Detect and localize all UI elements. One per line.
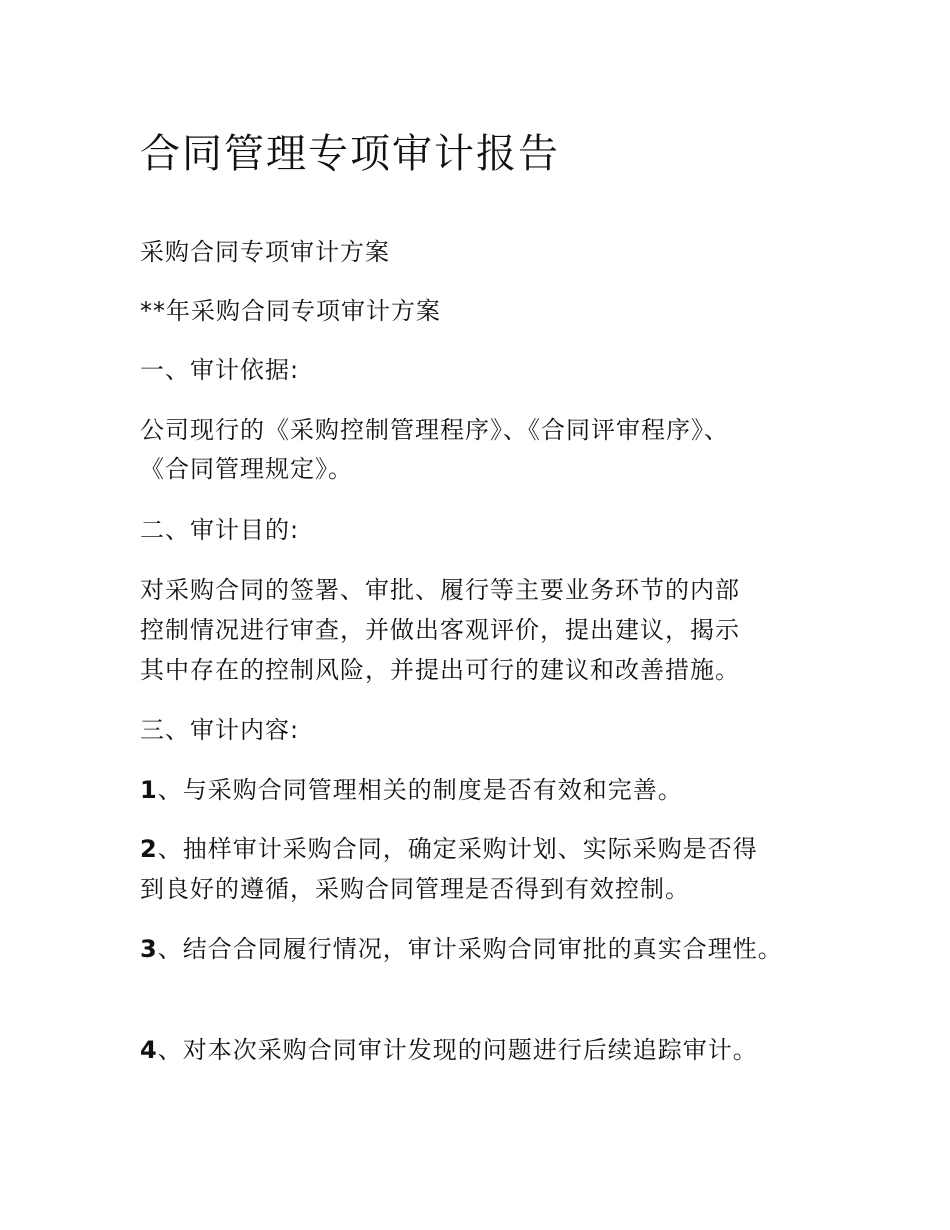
basis-heading: 一、审计依据: [140, 356, 300, 384]
content-item-4-text: 、对本次采购合同审计发现的问题进行后续追踪审计。 [157, 1036, 758, 1064]
document-title: 合同管理专项审计报告 [140, 131, 560, 177]
content-item-4 [140, 1030, 758, 1070]
content-item-2-continued: 到良好的遵循，采购合同管理是否得到有效控制。 [140, 875, 690, 903]
basis-text-line-1: 公司现行的《采购控制管理程序》、《合同评审程序》、 [140, 416, 729, 444]
purpose-text-line-1: 对采购合同的签署、审批、履行等主要业务环节的内部 [140, 576, 740, 604]
purpose-text-line-3: 其中存在的控制风险，并提出可行的建议和改善措施。 [140, 656, 740, 684]
basis-text-line-2: 《合同管理规定》。 [140, 455, 353, 483]
content-item-3-number: 3 [140, 935, 158, 963]
plan-title: **年采购合同专项审计方案 [140, 297, 441, 325]
content-item-2-number: 2 [140, 835, 158, 863]
content-item-3 [140, 929, 783, 969]
purpose-heading: 二、审计目的: [140, 516, 300, 544]
content-item-3-text: 、结合合同履行情况，审计采购合同审批的真实合理性。 [157, 935, 783, 963]
content-heading: 三、审计内容: [140, 716, 300, 744]
document-subtitle: 采购合同专项审计方案 [140, 238, 390, 266]
content-item-2 [140, 829, 758, 869]
purpose-text-line-2: 控制情况进行审查，并做出客观评价，提出建议，揭示 [140, 616, 740, 644]
content-item-1 [140, 770, 683, 810]
content-item-1-text: 、与采购合同管理相关的制度是否有效和完善。 [157, 776, 683, 804]
content-item-2-text: 、抽样审计采购合同，确定采购计划、实际采购是否得 [157, 835, 758, 863]
content-item-1-number: 1 [140, 776, 158, 804]
content-item-4-number: 4 [140, 1036, 158, 1064]
